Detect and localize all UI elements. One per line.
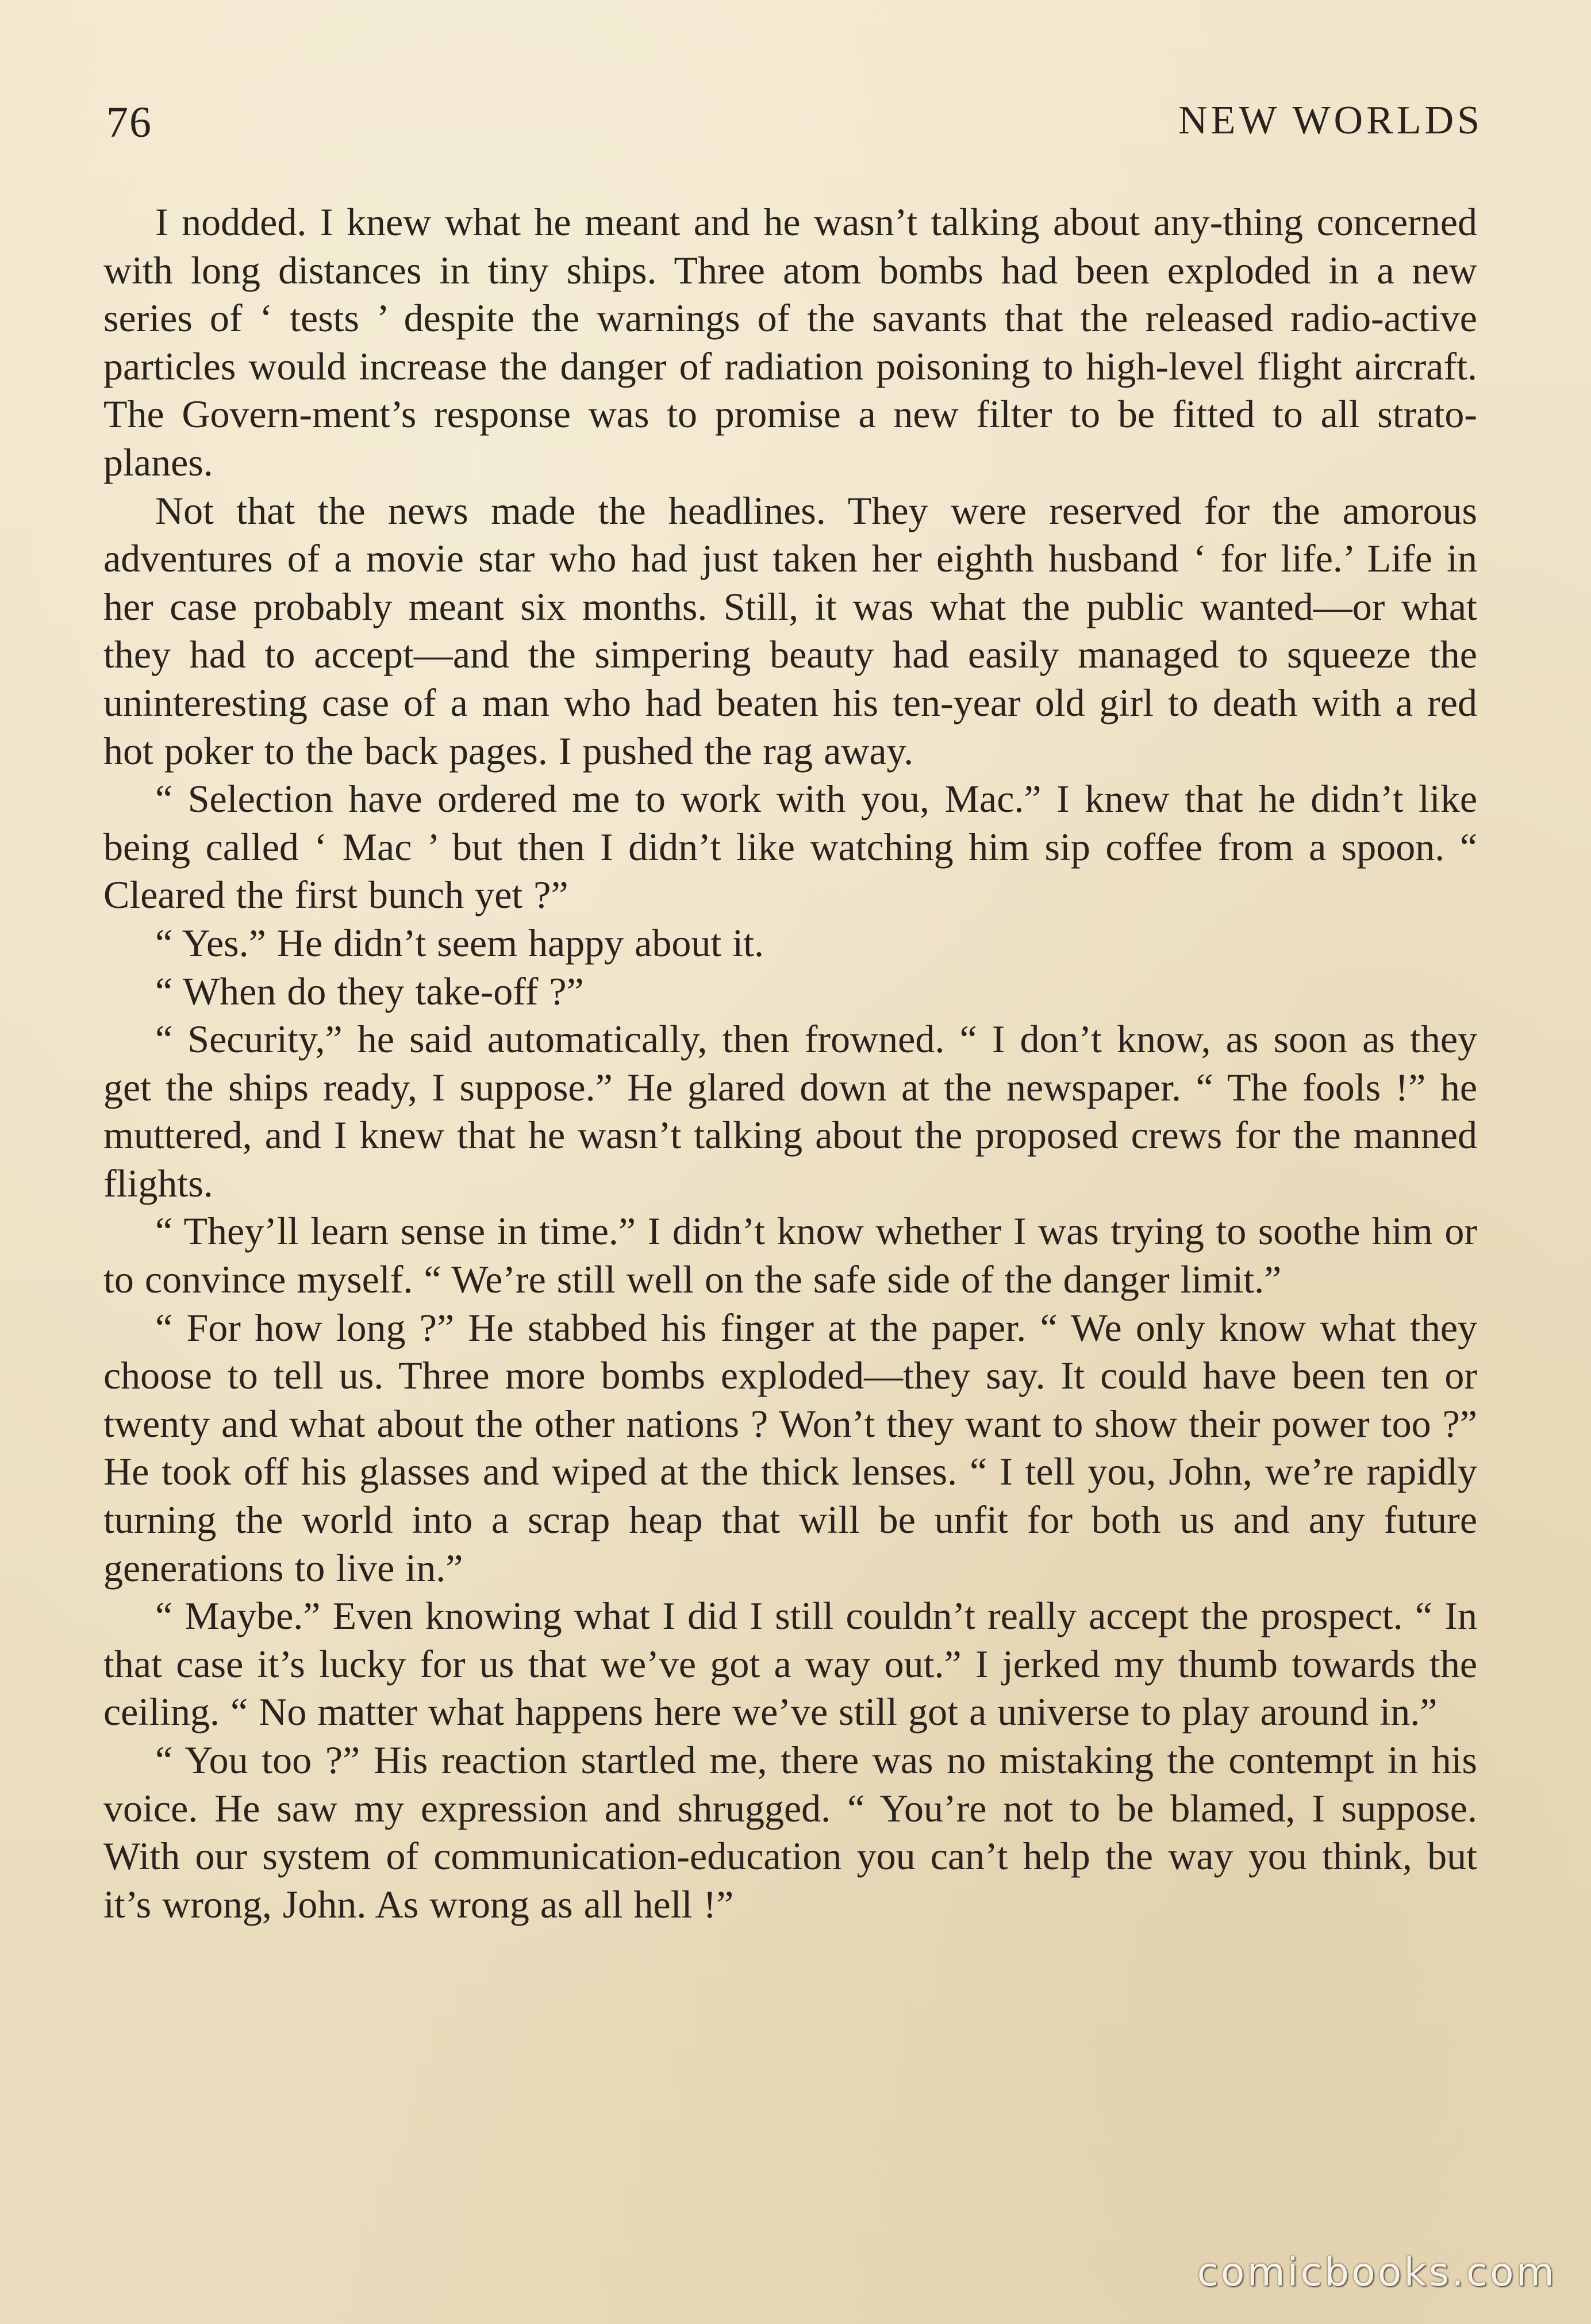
running-head: NEW WORLDS	[1178, 98, 1483, 143]
paragraph: Not that the news made the headlines. They were reserved for the amorous adventures of a movie star who had just taken her eighth husband ‘ for life.’ Life in her case probably meant six months. Still, it was what the public wanted—or what they had to accept—and the simpering beauty had easily managed to squeeze the uninteresting case of a man who had beaten his ten-year old girl to death with a red hot poker to the back pages. I pushed the rag away.	[103, 488, 1477, 773]
paragraph: I nodded. I knew what he meant and he wasn’t talking about any-thing concerned with long distances in tiny ships. Three atom bombs had been exploded in a new series of ‘ tests ’ despite the warnings of the savants that the released radio-active particles would increase the danger of radiation poisoning to high-level flight aircraft. The Govern-ment’s response was to promise a new filter to be fitted to all strato-planes.	[103, 200, 1477, 484]
page-number: 76	[106, 98, 152, 147]
page-header	[106, 98, 1483, 155]
body-text	[103, 198, 1477, 1928]
paragraph: “ Selection have ordered me to work with you, Mac.” I knew that he didn’t like being called ‘ Mac ’ but then I didn’t like watching him sip coffee from a spoon. “ Cleared the first bunch yet ?”	[103, 777, 1477, 917]
paragraph: “ Security,” he said automatically, then frowned. “ I don’t know, as soon as they get the ships ready, I suppose.” He glared down at the newspaper. “ The fools !” he muttered, and I knew that he wasn’t talking about the proposed crews for the manned flights.	[103, 1017, 1477, 1205]
paragraph: “ You too ?” His reaction startled me, there was no mistaking the contempt in his voice. He saw my expression and shrugged. “ You’re not to be blamed, I suppose. With our system of communication-education you can’t help the way you think, but it’s wrong, John. As wrong as all hell !”	[103, 1738, 1477, 1926]
paragraph: “ When do they take-off ?”	[155, 969, 584, 1013]
site-watermark: comicbooks.com	[1197, 2250, 1557, 2295]
paragraph: “ They’ll learn sense in time.” I didn’t know whether I was trying to soothe him or to convince myself. “ We’re still well on the safe side of the danger limit.”	[103, 1209, 1477, 1302]
paragraph: “ Yes.” He didn’t seem happy about it.	[155, 921, 764, 965]
paragraph: “ For how long ?” He stabbed his finger at the paper. “ We only know what they choose to tell us. Three more bombs exploded—they say. It could have been ten or twenty and what about the other nations ? Won’t they want to show their power too ?” He took off his glasses and wiped at the thick lenses. “ I tell you, John, we’re rapidly turning the world into a scrap heap that will be unfit for both us and any future generations to live in.”	[103, 1305, 1477, 1590]
paragraph: “ Maybe.” Even knowing what I did I still couldn’t really accept the prospect. “ In that case it’s lucky for us that we’ve got a way out.” I jerked my thumb towards the ceiling. “ No matter what happens here we’ve still got a universe to play around in.”	[103, 1594, 1477, 1734]
